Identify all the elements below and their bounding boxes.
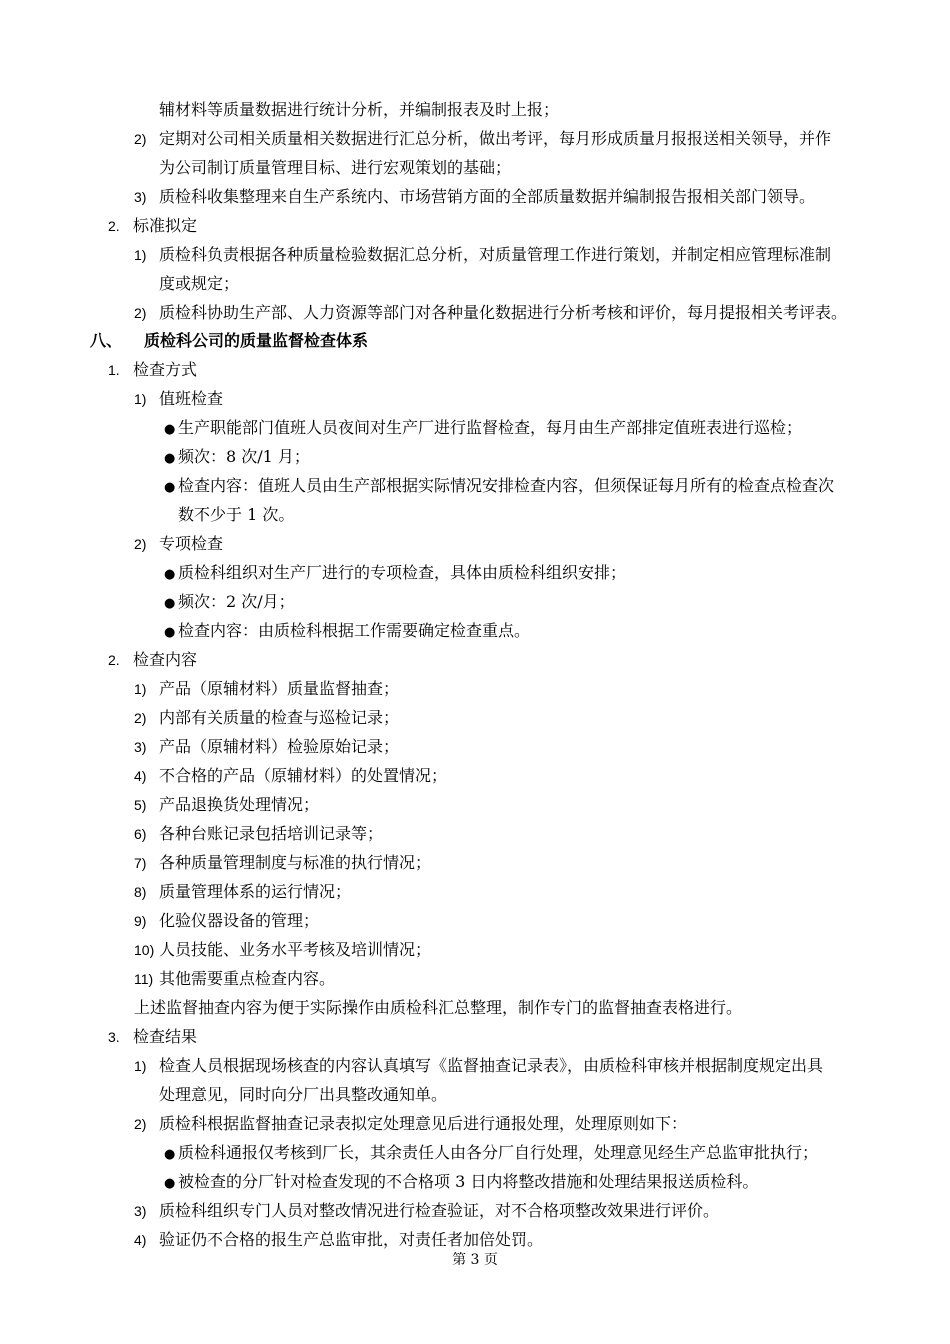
text-line <box>159 273 239 295</box>
text-line <box>134 1200 719 1222</box>
text-line <box>134 388 223 410</box>
list-marker: 11) <box>134 971 154 987</box>
list-marker: 3. <box>108 1029 120 1045</box>
line-text: 质检科负责根据各种质量检验数据汇总分析，对质量管理工作进行策划，并制定相应管理标准制 <box>159 245 832 264</box>
line-text: 化验仪器设备的管理； <box>159 911 320 930</box>
text-line <box>164 446 310 470</box>
text-line <box>134 186 815 208</box>
text-line <box>134 1055 823 1077</box>
line-text: 上述监督抽查内容为便于实际操作由质检科汇总整理，制作专门的监督抽查表格进行。 <box>134 998 743 1017</box>
text-line <box>159 157 511 179</box>
list-marker: 5) <box>134 797 147 813</box>
text-line <box>134 128 831 150</box>
line-text: 质检科协助生产部、人力资源等部门对各种量化数据进行分析考核和评价，每月提报相关考评表。 <box>159 303 848 322</box>
line-text: 为公司制订质量管理目标、进行宏观策划的基础； <box>159 158 512 177</box>
list-marker: 2. <box>108 652 120 668</box>
text-line <box>164 475 834 499</box>
section-number: 八、 <box>90 331 123 350</box>
line-text: 验证仍不合格的报生产总监审批，对责任者加倍处罚。 <box>159 1230 544 1249</box>
line-text: 其他需要重点检查内容。 <box>159 969 336 988</box>
list-marker: 4) <box>134 1232 147 1248</box>
list-marker: 3) <box>134 1203 147 1219</box>
list-marker: 7) <box>134 855 147 871</box>
text-line <box>134 968 335 990</box>
text-line <box>108 359 197 381</box>
section-title: 质检科公司的质量监督检查体系 <box>144 331 369 350</box>
list-marker: 2) <box>134 536 147 552</box>
line-text: 生产职能部门值班人员夜间对生产厂进行监督检查，每月由生产部排定值班表进行巡检； <box>178 418 803 437</box>
text-line <box>178 504 294 526</box>
text-line <box>134 244 831 266</box>
section-heading <box>90 330 368 352</box>
bullet-marker: ● <box>164 1176 176 1191</box>
text-line <box>134 997 742 1019</box>
list-marker: 2. <box>108 218 120 234</box>
text-line <box>134 707 399 729</box>
line-text: 质检科组织对生产厂进行的专项检查，具体由质检科组织安排； <box>178 563 627 582</box>
line-text: 专项检查 <box>159 534 224 553</box>
line-text: 产品退换货处理情况； <box>159 795 320 814</box>
bullet-marker: ● <box>164 625 176 640</box>
line-text: 度或规定； <box>159 274 240 293</box>
text-line <box>134 1229 543 1251</box>
text-line <box>134 823 383 845</box>
text-line <box>134 678 399 700</box>
bullet-marker: ● <box>164 567 176 582</box>
page-number: 第 3 页 <box>452 1252 498 1268</box>
line-text: 各种质量管理制度与标准的执行情况； <box>159 853 432 872</box>
line-text: 质检科收集整理来自生产系统内、市场营销方面的全部质量数据并编制报告报相关部门领导。 <box>159 187 816 206</box>
list-marker: 3) <box>134 739 147 755</box>
text-line <box>134 765 447 787</box>
text-line <box>134 533 223 555</box>
text-line <box>159 99 559 121</box>
bullet-marker: ● <box>164 1147 176 1162</box>
list-marker: 2) <box>134 131 147 147</box>
bullet-marker: ● <box>164 596 176 611</box>
list-marker: 6) <box>134 826 147 842</box>
text-line <box>164 591 295 615</box>
line-text: 定期对公司相关质量相关数据进行汇总分析，做出考评，每月形成质量月报报送相关领导，并作 <box>159 129 832 148</box>
bullet-marker: ● <box>164 422 176 437</box>
list-marker: 2) <box>134 1116 147 1132</box>
text-line <box>164 562 626 586</box>
line-text: 频次：2 次/月； <box>178 592 295 611</box>
list-marker: 1) <box>134 391 147 407</box>
line-text: 质检科根据监督抽查记录表拟定处理意见后进行通报处理，处理原则如下： <box>159 1114 688 1133</box>
line-text: 质量管理体系的运行情况； <box>159 882 352 901</box>
line-text: 产品（原辅材料）质量监督抽查； <box>159 679 400 698</box>
line-text: 检查人员根据现场核查的内容认真填写《监督抽查记录表》，由质检科审核并根据制度规定出具 <box>159 1056 824 1075</box>
line-text: 不合格的产品（原辅材料）的处置情况； <box>159 766 448 785</box>
line-text: 频次：8 次/1 月； <box>178 447 310 466</box>
text-line <box>134 302 847 324</box>
line-text: 人员技能、业务水平考核及培训情况； <box>159 940 432 959</box>
line-text: 检查内容 <box>133 650 198 669</box>
line-text: 辅材料等质量数据进行统计分析，并编制报表及时上报； <box>159 100 560 119</box>
text-line <box>134 852 431 874</box>
text-line <box>134 794 319 816</box>
line-text: 值班检查 <box>159 389 224 408</box>
list-marker: 8) <box>134 884 147 900</box>
line-text: 产品（原辅材料）检验原始记录； <box>159 737 400 756</box>
line-text: 各种台账记录包括培训记录等； <box>159 824 384 843</box>
text-line <box>134 736 399 758</box>
line-text: 检查结果 <box>133 1027 198 1046</box>
text-line <box>108 649 197 671</box>
text-line <box>134 910 319 932</box>
bullet-marker: ● <box>164 451 176 466</box>
line-text: 数不少于 1 次。 <box>178 505 295 524</box>
line-text: 检查内容：由质检科根据工作需要确定检查重点。 <box>178 621 531 640</box>
line-text: 质检科组织专门人员对整改情况进行检查验证，对不合格项整改效果进行评价。 <box>159 1201 720 1220</box>
list-marker: 4) <box>134 768 147 784</box>
line-text: 处理意见，同时向分厂出具整改通知单。 <box>159 1085 448 1104</box>
list-marker: 1) <box>134 681 147 697</box>
text-line <box>134 939 431 961</box>
list-marker: 1) <box>134 247 147 263</box>
list-marker: 9) <box>134 913 147 929</box>
bullet-marker: ● <box>164 480 176 495</box>
text-line <box>108 215 197 237</box>
list-marker: 1. <box>108 362 120 378</box>
text-line <box>164 1171 758 1195</box>
line-text: 内部有关质量的检查与巡检记录； <box>159 708 400 727</box>
line-text: 检查方式 <box>133 360 198 379</box>
line-text: 检查内容：值班人员由生产部根据实际情况安排检查内容，但须保证每月所有的检查点检查次 <box>178 476 835 495</box>
list-marker: 3) <box>134 189 147 205</box>
text-line <box>134 1113 687 1135</box>
line-text: 被检查的分厂针对检查发现的不合格项 3 日内将整改措施和处理结果报送质检科。 <box>178 1172 759 1191</box>
text-line <box>159 1084 447 1106</box>
text-line <box>134 881 351 903</box>
list-marker: 2) <box>134 305 147 321</box>
text-line <box>164 620 530 644</box>
list-marker: 10) <box>134 942 155 958</box>
text-line <box>164 1142 818 1166</box>
text-line <box>164 417 802 441</box>
text-line <box>108 1026 197 1048</box>
list-marker: 2) <box>134 710 147 726</box>
list-marker: 1) <box>134 1058 147 1074</box>
line-text: 质检科通报仅考核到厂长，其余责任人由各分厂自行处理，处理意见经生产总监审批执行； <box>178 1143 819 1162</box>
line-text: 标准拟定 <box>133 216 198 235</box>
